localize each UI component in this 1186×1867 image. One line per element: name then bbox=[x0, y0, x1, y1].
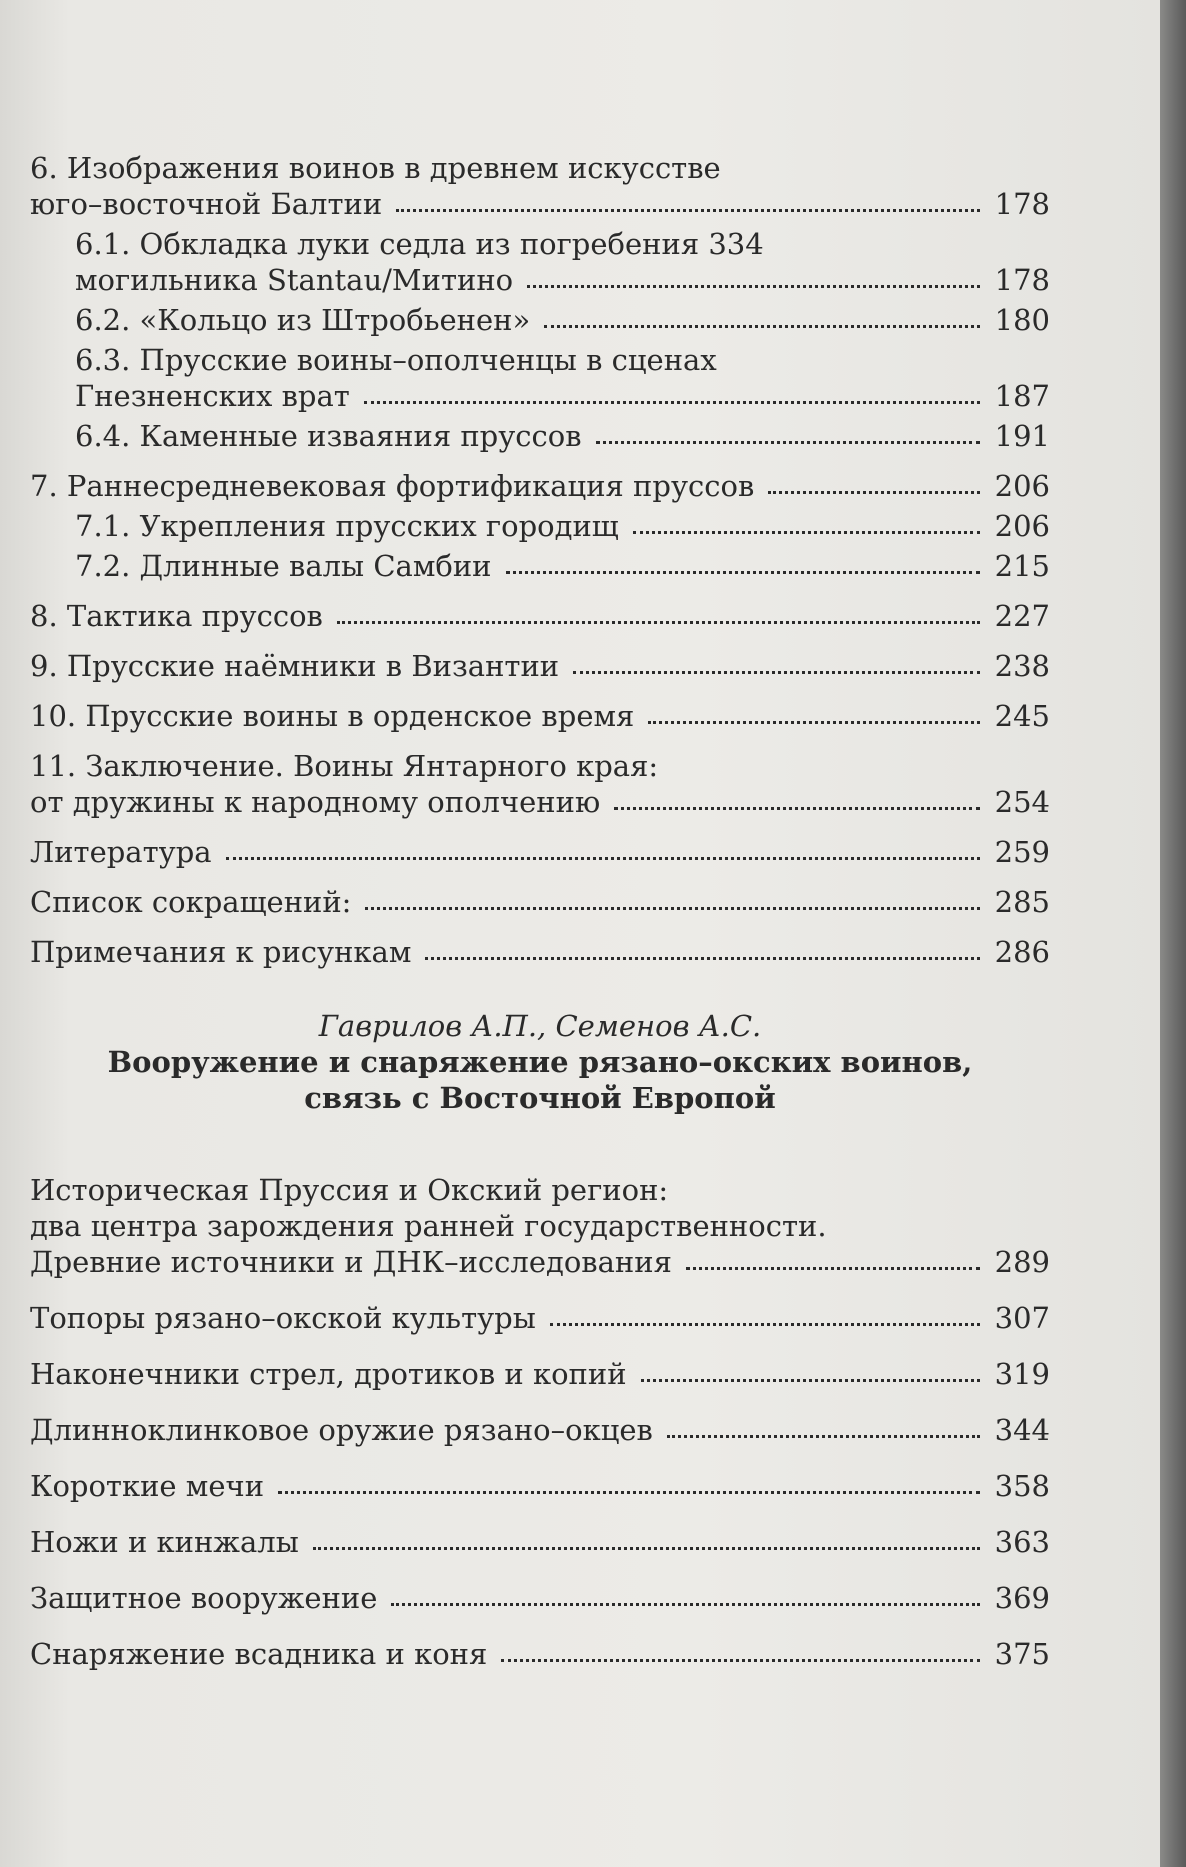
toc-entry-row bbox=[30, 698, 1050, 734]
toc-entry bbox=[30, 648, 1050, 684]
dot-leader bbox=[633, 531, 980, 534]
toc-entry-row bbox=[30, 934, 1050, 970]
toc-entry-text: 10. Прусские воины в орденское время bbox=[30, 699, 635, 733]
toc-entry-text: 7.2. Длинные валы Самбии bbox=[75, 549, 492, 583]
toc-entry bbox=[30, 834, 1050, 870]
toc-entry-text: 6.4. Каменные изваяния пруссов bbox=[75, 419, 582, 453]
toc-entry-row bbox=[30, 648, 1050, 684]
dot-leader bbox=[641, 1379, 980, 1382]
toc-entry-text: Топоры рязано–окской культуры bbox=[30, 1301, 536, 1335]
toc-entry bbox=[30, 150, 1050, 222]
toc-entry bbox=[30, 226, 1050, 298]
page-number: 178 bbox=[994, 263, 1050, 297]
toc-entry bbox=[30, 934, 1050, 970]
book-title-line: Вооружение и снаряжение рязано–окских воинов, bbox=[107, 1045, 973, 1079]
page-edge bbox=[1160, 0, 1186, 1867]
toc-entry-text: могильника Stantau/Митино bbox=[75, 263, 514, 297]
dot-leader bbox=[365, 907, 980, 910]
toc-entry-row bbox=[75, 508, 1050, 544]
toc-entry-row bbox=[30, 784, 1050, 820]
page-number: 245 bbox=[994, 699, 1050, 733]
toc-entry-row bbox=[30, 1524, 1050, 1560]
page-number: 227 bbox=[994, 599, 1050, 633]
book-title-line: связь с Восточной Европой bbox=[304, 1081, 776, 1115]
toc-entry bbox=[30, 418, 1050, 454]
toc-entry-row bbox=[30, 1580, 1050, 1616]
toc-entry bbox=[30, 884, 1050, 920]
dot-leader bbox=[391, 1603, 980, 1606]
toc-entry bbox=[30, 748, 1050, 820]
toc-entry-text: 11. Заключение. Воины Янтарного края: bbox=[30, 749, 659, 783]
toc-entry-row bbox=[30, 1356, 1050, 1392]
toc-entry-row bbox=[75, 262, 1050, 298]
dot-leader bbox=[667, 1435, 980, 1438]
toc-section-ryazan-oka bbox=[30, 1172, 1050, 1672]
toc-entry-row bbox=[30, 1468, 1050, 1504]
page-number: 238 bbox=[994, 649, 1050, 683]
toc-entry-text: Древние источники и ДНК–исследования bbox=[30, 1245, 672, 1279]
page-number: 285 bbox=[994, 885, 1050, 919]
toc-entry bbox=[30, 1580, 1050, 1616]
toc-entry-text: от дружины к народному ополчению bbox=[30, 785, 601, 819]
dot-leader bbox=[313, 1547, 980, 1550]
toc-entry bbox=[30, 1356, 1050, 1392]
dot-leader bbox=[768, 491, 980, 494]
toc-entry-row bbox=[75, 378, 1050, 414]
toc-entry-text: Гнезненских врат bbox=[75, 379, 350, 413]
toc-entry-text: 7.1. Укрепления прусских городищ bbox=[75, 509, 619, 543]
page-number: 363 bbox=[994, 1525, 1050, 1559]
toc-entry-row bbox=[30, 1300, 1050, 1336]
toc-entry bbox=[30, 548, 1050, 584]
toc-entry-row bbox=[30, 1412, 1050, 1448]
toc-entry-row bbox=[75, 548, 1050, 584]
toc-entry-row bbox=[75, 302, 1050, 338]
dot-leader bbox=[550, 1323, 980, 1326]
dot-leader bbox=[614, 807, 980, 810]
page-number: 259 bbox=[994, 835, 1050, 869]
page-number: 254 bbox=[994, 785, 1050, 819]
toc-entry-text: Примечания к рисункам bbox=[30, 935, 412, 969]
toc-entry-text: 6. Изображения воинов в древнем искусстве bbox=[30, 151, 721, 185]
book-title bbox=[30, 1044, 1050, 1116]
table-of-contents bbox=[30, 150, 1050, 1672]
toc-entry bbox=[30, 508, 1050, 544]
page-number: 307 bbox=[994, 1301, 1050, 1335]
dot-leader bbox=[396, 209, 980, 212]
page-number: 206 bbox=[994, 509, 1050, 543]
page-number: 191 bbox=[994, 419, 1050, 453]
dot-leader bbox=[425, 957, 980, 960]
toc-entry-text: 6.1. Обкладка луки седла из погребения 334 bbox=[75, 227, 764, 261]
dot-leader bbox=[501, 1659, 980, 1662]
toc-entry-text: 9. Прусские наёмники в Византии bbox=[30, 649, 560, 683]
toc-entry-text: Список сокращений: bbox=[30, 885, 352, 919]
toc-entry bbox=[30, 342, 1050, 414]
page-number: 178 bbox=[994, 187, 1050, 221]
page-number: 289 bbox=[994, 1245, 1050, 1279]
page-number: 286 bbox=[994, 935, 1050, 969]
dot-leader bbox=[686, 1267, 980, 1270]
toc-entry-text: Историческая Пруссия и Окский регион: bbox=[30, 1173, 669, 1207]
book-authors: Гаврилов А.П., Семенов А.С. bbox=[318, 1009, 762, 1043]
toc-entry bbox=[30, 1524, 1050, 1560]
toc-entry-text: 7. Раннесредневековая фортификация пруссов bbox=[30, 469, 755, 503]
page-number: 206 bbox=[994, 469, 1050, 503]
toc-entry-row bbox=[30, 186, 1050, 222]
toc-entry bbox=[30, 468, 1050, 504]
page-number: 319 bbox=[994, 1357, 1050, 1391]
page-number: 180 bbox=[994, 303, 1050, 337]
toc-entry-text: Ножи и кинжалы bbox=[30, 1525, 299, 1559]
dot-leader bbox=[278, 1491, 980, 1494]
toc-entry-text: Защитное вооружение bbox=[30, 1581, 378, 1615]
toc-entry-text: юго–восточной Балтии bbox=[30, 187, 383, 221]
dot-leader bbox=[337, 621, 980, 624]
toc-section-prussians bbox=[30, 150, 1050, 970]
toc-entry-row bbox=[30, 1244, 1050, 1280]
toc-entry bbox=[30, 598, 1050, 634]
toc-entry-text: Наконечники стрел, дротиков и копий bbox=[30, 1357, 627, 1391]
toc-entry bbox=[30, 302, 1050, 338]
dot-leader bbox=[544, 325, 980, 328]
toc-entry-text: Короткие мечи bbox=[30, 1469, 265, 1503]
toc-entry bbox=[30, 1636, 1050, 1672]
page-number: 215 bbox=[994, 549, 1050, 583]
dot-leader bbox=[506, 571, 981, 574]
toc-entry-text: Длинноклинковое оружие рязано–окцев bbox=[30, 1413, 653, 1447]
toc-entry-row bbox=[30, 598, 1050, 634]
toc-entry-row bbox=[30, 468, 1050, 504]
dot-leader bbox=[596, 441, 980, 444]
toc-entry bbox=[30, 1468, 1050, 1504]
page-number: 375 bbox=[994, 1637, 1050, 1671]
dot-leader bbox=[527, 285, 980, 288]
toc-entry bbox=[30, 1300, 1050, 1336]
toc-entry bbox=[30, 1412, 1050, 1448]
toc-entry-row bbox=[30, 1636, 1050, 1672]
page-number: 358 bbox=[994, 1469, 1050, 1503]
toc-entry-row bbox=[30, 834, 1050, 870]
toc-entry-text: 6.2. «Кольцо из Штробьенен» bbox=[75, 303, 531, 337]
dot-leader bbox=[573, 671, 980, 674]
page-number: 344 bbox=[994, 1413, 1050, 1447]
toc-entry-row bbox=[75, 418, 1050, 454]
toc-entry-text: Литература bbox=[30, 835, 212, 869]
toc-entry bbox=[30, 698, 1050, 734]
dot-leader bbox=[226, 857, 980, 860]
toc-entry bbox=[30, 1172, 1050, 1280]
toc-entry-text: 6.3. Прусские воины–ополченцы в сценах bbox=[75, 343, 717, 377]
page-number: 369 bbox=[994, 1581, 1050, 1615]
toc-entry-row bbox=[30, 884, 1050, 920]
dot-leader bbox=[648, 721, 980, 724]
dot-leader bbox=[364, 401, 980, 404]
toc-entry-text: 8. Тактика пруссов bbox=[30, 599, 323, 633]
toc-entry-text: два центра зарождения ранней государственности. bbox=[30, 1209, 827, 1243]
toc-entry-text: Снаряжение всадника и коня bbox=[30, 1637, 488, 1671]
page-number: 187 bbox=[994, 379, 1050, 413]
